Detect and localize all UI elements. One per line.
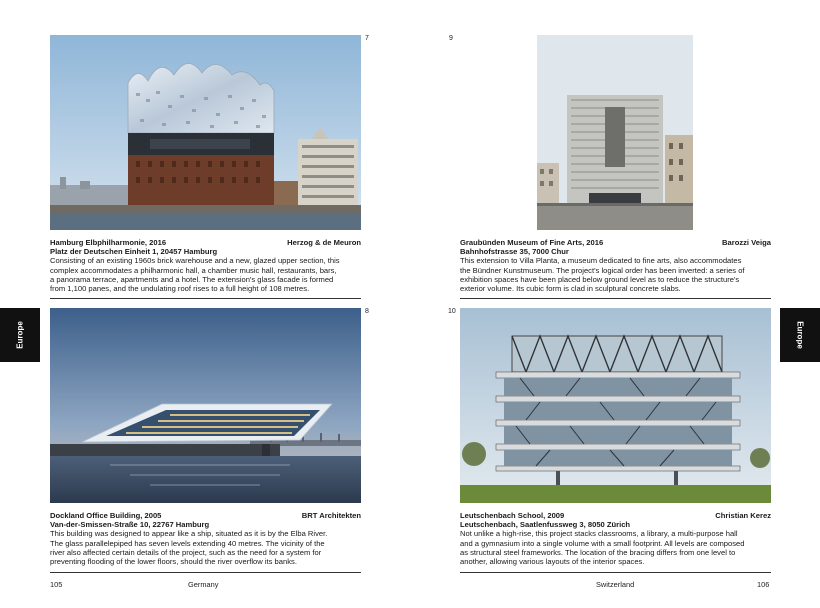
entry-heading <box>50 511 361 520</box>
section-tab-label: Europe <box>15 321 25 349</box>
entry-architect: Herzog & de Meuron <box>287 238 361 247</box>
photo-graubuenden-museum <box>537 35 693 230</box>
description-line: This extension to Villa Planta, a museum dedicated to fine arts, also accommodates <box>460 256 742 266</box>
description-line: as structural steel frameworks. The location of the bracing differs from one level to <box>460 547 736 557</box>
description-line: river also affected certain details of the project, such as the need for a system for <box>50 547 322 557</box>
figure-number: 10 <box>448 308 456 315</box>
entry-architect: BRT Architekten <box>301 511 361 520</box>
entry-address: Van-der-Smissen-Straße 10, 22767 Hamburg <box>50 520 210 530</box>
description-line: from 1,100 panes, and the undulating roof rises to a full height of 108 metres. <box>50 284 310 294</box>
entry-title: Dockland Office Building, 2005 <box>50 511 162 520</box>
photo-dockland <box>50 308 361 503</box>
figure-number: 9 <box>449 35 453 42</box>
entry-address: Bahnhofstrasse 35, 7000 Chur <box>460 247 569 257</box>
entry-address: Leutschenbach, Saatlenfussweg 3, 8050 Zürich <box>460 520 631 530</box>
entry-title: Graubünden Museum of Fine Arts, 2016 <box>460 238 604 247</box>
description-line: and a gymnasium into a single volume with a small footprint. All levels are composed <box>460 538 745 548</box>
figure-number: 7 <box>365 35 369 42</box>
entry-description <box>460 256 771 293</box>
entry-dockland <box>50 511 361 566</box>
entry-title: Leutschenbach School, 2009 <box>460 511 565 520</box>
entry-graubuenden-museum <box>460 238 771 293</box>
divider <box>460 572 771 573</box>
entry-address: Platz der Deutschen Einheit 1, 20457 Hamburg <box>50 247 218 257</box>
entry-architect: Christian Kerez <box>715 511 771 520</box>
country-label-left: Germany <box>188 580 219 589</box>
page-number-right: 106 <box>757 580 770 589</box>
entry-title: Hamburg Elbphilharmonie, 2016 <box>50 238 167 247</box>
divider <box>50 298 361 299</box>
entry-leutschenbach-school <box>460 511 771 566</box>
entry-description <box>50 529 361 566</box>
entry-architect: Barozzi Veiga <box>722 238 771 247</box>
description-line: Consisting of an existing 1960s brick warehouse and a new, glazed upper section, this <box>50 256 340 266</box>
entry-elbphilharmonie <box>50 238 361 293</box>
entry-description <box>460 529 771 566</box>
description-line: Not unlike a high-rise, this project stacks classrooms, a library, a multi-purpose hall <box>460 529 738 539</box>
description-line: the Bündner Kunstmuseum. The project's logical order has been inverted: a series of <box>460 265 745 275</box>
entry-description <box>50 256 361 293</box>
description-line: preventing flooding of the lower floors, should the river overflow its banks. <box>50 557 297 567</box>
description-line: This building was designed to appear like a ship, situated as it is by the Elba River. <box>50 529 328 539</box>
page-number-left: 105 <box>50 580 63 589</box>
photo-leutschenbach-school <box>460 308 771 503</box>
description-line: another, allowing various layouts of the interior spaces. <box>460 557 645 567</box>
divider <box>50 572 361 573</box>
entry-heading <box>460 238 771 247</box>
photo-elbphilharmonie <box>50 35 361 230</box>
section-tab-label: Europe <box>795 321 805 349</box>
description-line: exhibition spaces have been placed below ground level as to reduce the structure's <box>460 274 740 284</box>
entry-heading <box>460 511 771 520</box>
description-line: exterior volume. Its cubic form is clad in sculptural concrete slabs. <box>460 284 681 294</box>
description-line: a panorama terrace, apartments and a hotel. The extension's glass facade is formed <box>50 274 334 284</box>
country-label-right: Switzerland <box>596 580 635 589</box>
entry-heading <box>50 238 361 247</box>
section-tab-right <box>780 308 820 362</box>
section-tab-left <box>0 308 40 362</box>
divider <box>460 298 771 299</box>
description-line: The glass parallelepiped has seven levels extending 40 metres. The vicinity of the <box>50 538 325 548</box>
description-line: complex accommodates a philharmonic hall, a chamber music hall, restaurants, bars, <box>50 265 337 275</box>
figure-number: 8 <box>365 308 369 315</box>
